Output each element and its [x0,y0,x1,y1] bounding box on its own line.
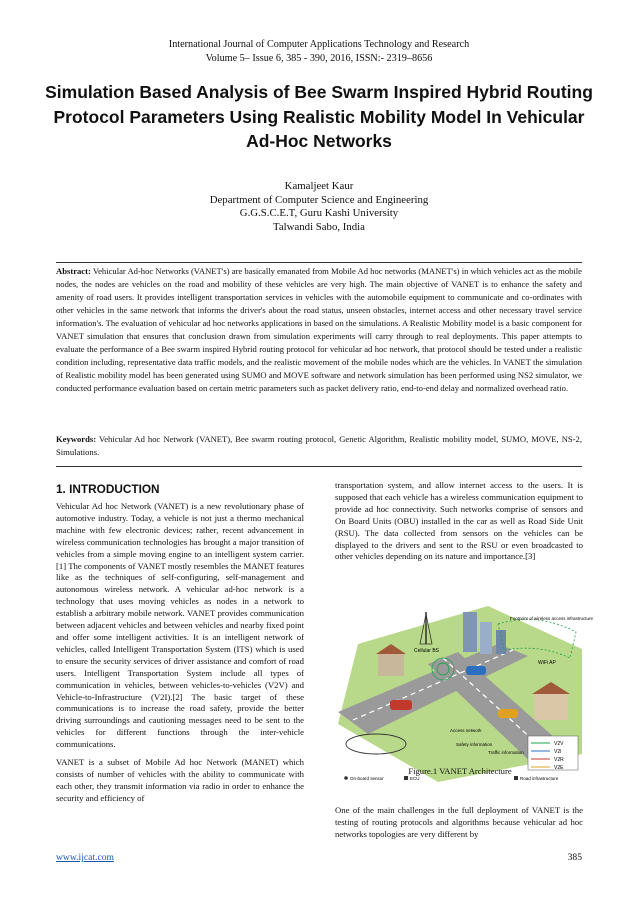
right-column-bottom [335,805,583,847]
legend-rsu-label: Road infrastructure [520,776,559,781]
building [496,630,506,654]
abstract-label: Abstract: [56,266,91,276]
footer-link[interactable]: www.ijcat.com [56,852,114,863]
v2i-label: V2I [554,749,562,755]
journal-name: International Journal of Computer Applications Technology and Research [168,39,470,50]
legend-ecu-label: ECU [410,776,420,781]
author-department: Department of Computer Science and Engineering [209,193,429,206]
traffic-info-label: Traffic information [488,750,524,755]
bottom-divider [56,466,582,467]
access-network-label: Access network [450,728,482,733]
link-legend-box [528,736,578,770]
safety-info-label: Safety information [456,742,493,747]
page-number: 385 [567,852,582,863]
car-icon [466,666,486,675]
building [463,612,477,652]
paper-title: Simulation Based Analysis of Bee Swarm Inspired Hybrid Routing Protocol Parameters Using Realistic Mobility Model In Vehicular Ad-Hoc Networks [45,82,593,151]
car-icon [390,700,412,710]
abstract [56,265,582,395]
journal-header [0,38,638,66]
author-location: Talwandi Sabo, India [273,220,365,233]
building [480,622,492,654]
figure-caption: Figure.1 VANET Architecture [408,766,512,776]
intro-paragraph-1: Vehicular Ad hoc Network (VANET) is a new revolutionary phase of automotive industry. Today, a vehicle is not just a thermo mechanical machine with few electronic devices; rather, recent advancement in wireless communication technologies has brought a major transition of vehicles from a simple moving engine to an intelligent system carrier.[1] The components of VANET mostly resembles the MANET features like as the techniques of self-configuring, self-management and autonomous wireless network. A vehicular ad-hoc network is a technology that uses moving vehicles as nodes in a network to establish a arbitrary mobile network. VANET provides communication between adjacent vehicles and between vehicles and nearby fixed point and offer some intelligent activities. It is an intelligent network of vehicles, called Intelligent Transportation System (ITS) which is used to ensure the security services of driver assistance and comfort of road users. Intelligent Transportation System include all types of communication in vehicles, between vehicles-to-vehicles (V2V) and Vehicle-to-Infrastructure (V2I).[2] The basic target of these communications is to increase the road safety, provide the better driving surroundings and cautioning messages need to be sent to the vehicles for different functions through the inter-vehicle communications. [56,501,304,750]
abstract-text: Vehicular Ad-hoc Networks (VANET's) are basically emanated from Mobile Ad hoc networks (MANET's) in which vehicles act as the mobile nodes, the nodes are vehicles on the road and mobility of these vehicles are very high. The main objective of VANET is to enhance the safety and amenity of road users. It provides intelligent transportation services in vehicles with the automobile equipment to communicate and co-ordinates with other vehicles in the same network that informs the driver's about the road status, unseen obstacles, internet access and other necessary travel service information's. The evaluation of vehicular ad hoc networks applications in based on the simulations. A Realistic Mobility model is a basic component for VANET simulation that ensures that conclusion drawn from simulation experiments will carry through to real deployments. This paper attempts to evaluate the performance of a Bee swarm inspired Hybrid routing protocol for vehicular ad hoc network, that protocol should be tested under a realistic condition including, representative data traffic models, and the realistic movement of the mobile nodes which are the vehicles. In VANET the simulation of Realistic mobility model has been generated using SUMO and MOVE software and network simulation has been performed using NS2 simulator, we conducted performance evaluation based on certain metric parameters such as packet delivery ratio, end-to-end delay and normalized overhead ratio. [56,266,582,393]
cellular-label: Cellular BS [414,648,440,654]
keywords-text: Vehicular Ad hoc Network (VANET), Bee swarm routing protocol, Genetic Algorithm, Realistic mobility model, SUMO, MOVE, NS-2, Simulations. [56,434,582,457]
footprint-label: Footprint of wireless access infrastructure [510,616,594,621]
intro-paragraph-2: VANET is a subset of Mobile Ad hoc Network (MANET) which consists of number of vehicles with the ability to communicate with each other, they transmit information via radio in order to enhance the security and efficiency of [56,757,304,803]
journal-volume: Volume 5– Issue 6, 385 - 390, 2016, ISSN:- 2319–8656 [205,53,433,64]
intro-paragraph-2-cont: transportation system, and allow internet access to the users. It is supposed that each vehicle has a wireless communication equipment to provide ad hoc connectivity. Such networks comprise of sensors and On Board Units (OBU) installed in the car as well as Road Side Unit (RSU). The data collected from sensors on the vehicles can be displayed to the drivers and sent to the RSU or even broadcasted to other vehicles depending on its nature and importance.[3] [335,480,583,562]
author-block [0,180,638,234]
v2r-label: V2R [554,757,564,763]
author-institution: G.G.S.C.E.T, Guru Kashi University [239,207,399,220]
legend-obu-label: On-board sensor [350,776,384,781]
house [378,654,404,676]
v2v-label: V2V [554,741,564,747]
author-name: Kamaljeet Kaur [284,180,354,192]
keywords [56,433,582,459]
intro-paragraph-3: One of the main challenges in the full deployment of VANET is the testing of routing protocols and algorithms because vehicular ad hoc networks topologies are very different by [335,805,583,839]
wifi-label: WiFi AP [538,660,556,666]
section-heading: 1. INTRODUCTION [56,482,160,496]
house [534,694,568,720]
left-column [56,480,304,811]
v2e-label: V2E [554,765,564,771]
right-column-top [335,480,583,569]
keywords-label: Keywords: [56,434,97,444]
top-divider [56,262,582,263]
car-icon [498,709,518,718]
vanet-architecture-figure [338,604,594,782]
